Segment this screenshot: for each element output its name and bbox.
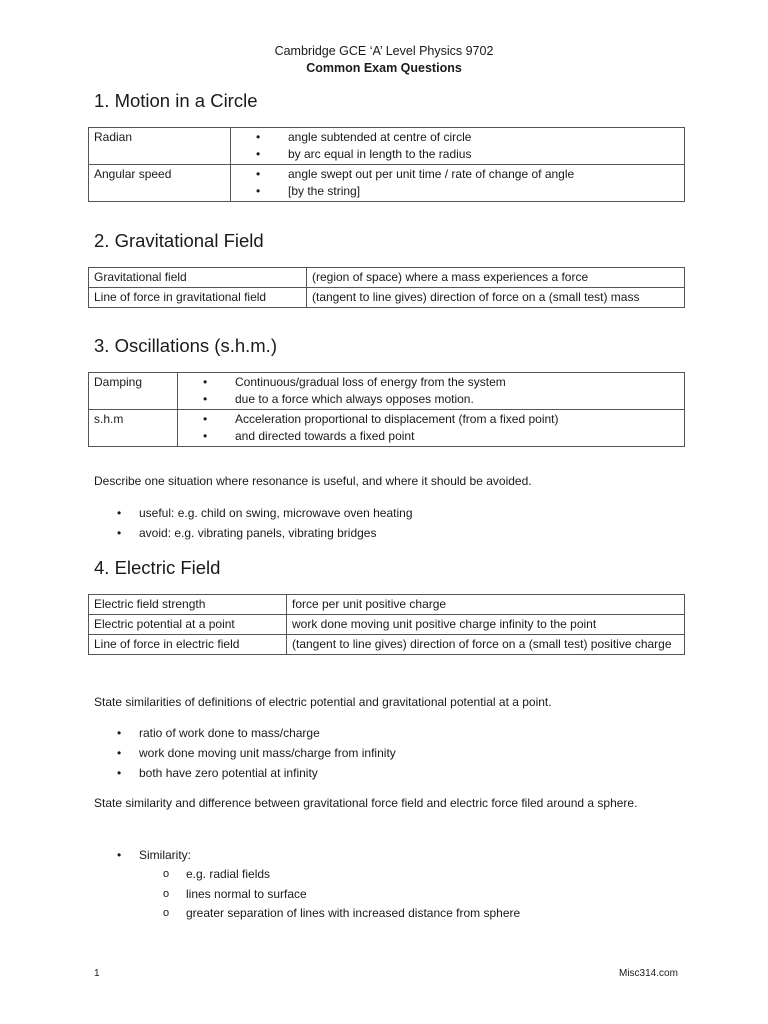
list-item: • angle subtended at centre of circle <box>236 129 679 146</box>
term-cell: Gravitational field <box>89 268 307 288</box>
similarity-label: Similarity: <box>139 848 192 862</box>
term-cell: s.h.m <box>89 410 178 447</box>
list-item: o greater separation of lines with increased distance from sphere <box>139 904 520 924</box>
definition-cell <box>231 128 685 165</box>
section-heading-gravitational-field: 2. Gravitational Field <box>94 230 264 251</box>
definition-bullets <box>183 411 679 445</box>
term-cell: Electric potential at a point <box>89 615 287 635</box>
list-item: • by arc equal in length to the radius <box>236 146 679 163</box>
list-item <box>94 845 520 924</box>
list-item: • and directed towards a fixed point <box>183 428 679 445</box>
table-row <box>89 128 685 165</box>
definition-cell: work done moving unit positive charge infinity to the point <box>287 615 685 635</box>
header-subtitle: Common Exam Questions <box>306 61 462 75</box>
section-heading-electric-field: 4. Electric Field <box>94 557 221 578</box>
section-heading-oscillations: 3. Oscillations (s.h.m.) <box>94 335 277 356</box>
list-item: o e.g. radial fields <box>139 865 520 885</box>
definition-bullets <box>236 166 679 200</box>
motion-circle-table <box>88 127 685 202</box>
table-row <box>89 635 685 655</box>
term-cell: Radian <box>89 128 231 165</box>
table-row <box>89 373 685 410</box>
gravitational-field-table <box>88 267 685 308</box>
definition-cell: (region of space) where a mass experiences a force <box>307 268 685 288</box>
footer-site: Misc314.com <box>619 968 678 979</box>
field-comparison-question: State similarity and difference between gravitational force field and electric force filed around a sphere. <box>94 796 638 810</box>
list-item: • [by the string] <box>236 183 679 200</box>
list-item: • due to a force which always opposes motion. <box>183 391 679 408</box>
header-course-title: Cambridge GCE ‘A’ Level Physics 9702 <box>274 44 494 58</box>
field-comparison-answers <box>94 845 520 924</box>
resonance-answers <box>94 503 413 543</box>
definition-bullets <box>236 129 679 163</box>
potential-answers <box>94 723 396 783</box>
page-number: 1 <box>94 968 100 979</box>
potential-question: State similarities of definitions of electric potential and gravitational potential at a point. <box>94 695 552 709</box>
electric-field-table <box>88 594 685 655</box>
definition-cell <box>231 165 685 202</box>
table-row <box>89 288 685 308</box>
oscillations-table <box>88 372 685 447</box>
list-item: o lines normal to surface <box>139 885 520 905</box>
table-row <box>89 165 685 202</box>
definition-cell <box>178 373 685 410</box>
list-item: • useful: e.g. child on swing, microwave oven heating <box>94 503 413 523</box>
similarity-sublist <box>139 865 520 924</box>
list-item: • avoid: e.g. vibrating panels, vibrating bridges <box>94 523 413 543</box>
list-item: • Continuous/gradual loss of energy from the system <box>183 374 679 391</box>
definition-bullets <box>183 374 679 408</box>
table-row <box>89 410 685 447</box>
term-cell: Damping <box>89 373 178 410</box>
table-row <box>89 615 685 635</box>
definition-cell <box>178 410 685 447</box>
list-item: • work done moving unit mass/charge from infinity <box>94 743 396 763</box>
definition-cell: (tangent to line gives) direction of force on a (small test) positive charge <box>287 635 685 655</box>
term-cell: Line of force in gravitational field <box>89 288 307 308</box>
table-row <box>89 268 685 288</box>
table-row <box>89 595 685 615</box>
term-cell: Line of force in electric field <box>89 635 287 655</box>
term-cell: Angular speed <box>89 165 231 202</box>
resonance-question: Describe one situation where resonance is useful, and where it should be avoided. <box>94 474 532 488</box>
definition-cell: (tangent to line gives) direction of force on a (small test) mass <box>307 288 685 308</box>
definition-cell: force per unit positive charge <box>287 595 685 615</box>
list-item: • Acceleration proportional to displacement (from a fixed point) <box>183 411 679 428</box>
list-item: • ratio of work done to mass/charge <box>94 723 396 743</box>
list-item: • angle swept out per unit time / rate of change of angle <box>236 166 679 183</box>
list-item: • both have zero potential at infinity <box>94 763 396 783</box>
document-header <box>0 43 768 77</box>
section-heading-motion-in-a-circle: 1. Motion in a Circle <box>94 90 258 111</box>
term-cell: Electric field strength <box>89 595 287 615</box>
